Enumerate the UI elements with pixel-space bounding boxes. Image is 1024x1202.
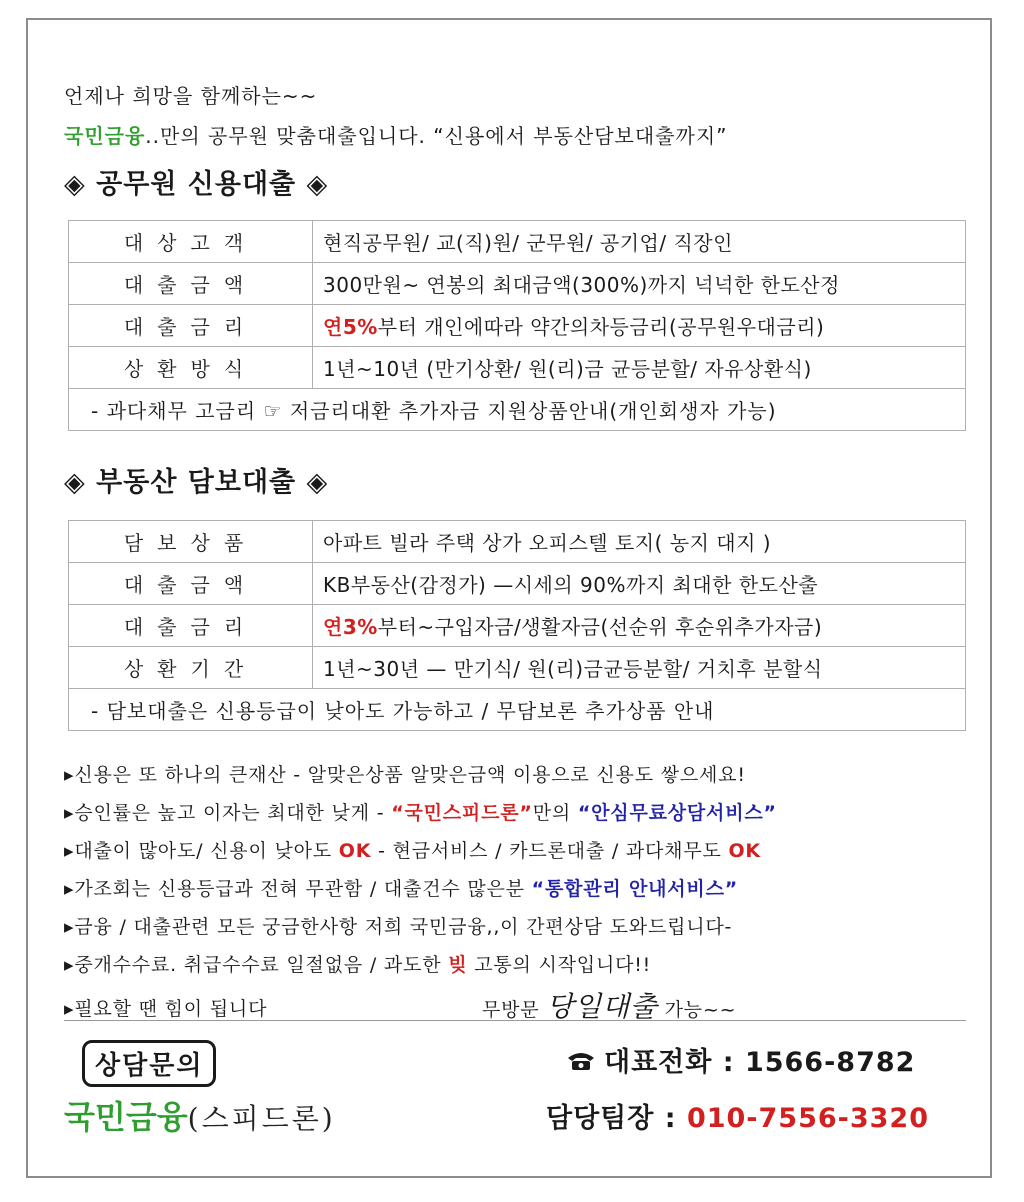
manager-phone-number[interactable]: 010-7556-3320: [686, 1103, 930, 1134]
row-label: 상환방식: [69, 347, 313, 389]
row-label: 상환기간: [69, 647, 313, 689]
table-row: [69, 305, 966, 347]
credit-loan-title: ◈ 공무원 신용대출 ◈: [64, 169, 329, 200]
table-row: [69, 389, 966, 431]
bullet-line: ▸신용은 또 하나의 큰재산 - 알맞은상품 알맞은금액 이용으로 신용도 쌓으세요!: [64, 764, 746, 786]
same-day-loan-line: 무방문 당일대출 가능~~: [482, 990, 737, 1023]
table-row: [69, 221, 966, 263]
row-value: 300만원~ 연봉의 최대금액(300%)까지 넉넉한 한도산정: [313, 263, 966, 305]
rate-highlight: 연3%: [323, 615, 378, 639]
intro-tagline: 언제나 희망을 함께하는~~: [64, 84, 318, 108]
bullet-line: ▸가조회는 신용등급과 전혀 무관함 / 대출건수 많은분 “통합관리 안내서비스”: [64, 878, 739, 900]
table-row: [69, 689, 966, 731]
row-label: 대출금리: [69, 605, 313, 647]
row-value: 연5%부터 개인에따라 약간의차등금리(공무원우대금리): [313, 305, 966, 347]
row-label: 대출금액: [69, 263, 313, 305]
row-label: 담보상품: [69, 521, 313, 563]
table-row: [69, 263, 966, 305]
mortgage-loan-title: ◈ 부동산 담보대출 ◈: [64, 467, 329, 498]
same-day-loan-text: 당일대출: [546, 990, 658, 1023]
row-label: 대출금리: [69, 305, 313, 347]
rate-highlight: 연5%: [323, 315, 378, 339]
footer-brand: 국민금융(스피드론): [64, 1098, 336, 1136]
bullet-line: ▸승인률은 높고 이자는 최대한 낮게 - “국민스피드론”만의 “안심무료상담서비스”: [64, 802, 777, 824]
mortgage-loan-note: - 담보대출은 신용등급이 낮아도 가능하고 / 무담보론 추가상품 안내: [69, 689, 966, 731]
row-value: 아파트 빌라 주택 상가 오피스텔 토지( 농지 대지 ): [313, 521, 966, 563]
main-phone-number[interactable]: 1566-8782: [744, 1047, 916, 1078]
brand-name: 국민금융: [64, 124, 146, 148]
credit-loan-note: - 과다채무 고금리 ☞ 저금리대환 추가자금 지원상품안내(개인회생자 가능): [69, 389, 966, 431]
credit-loan-table: [68, 220, 966, 431]
table-row: [69, 563, 966, 605]
bullet-line: ▸필요할 땐 힘이 됩니다: [64, 998, 268, 1020]
mortgage-loan-table: [68, 520, 966, 731]
row-label: 대상고객: [69, 221, 313, 263]
row-value: 현직공무원/ 교(직)원/ 군무원/ 공기업/ 직장인: [313, 221, 966, 263]
main-phone-line: 대표전화 : 1566-8782: [566, 1040, 915, 1079]
intro-headline: 국민금융..만의 공무원 맞춤대출입니다. “신용에서 부동산담보대출까지”: [64, 124, 728, 148]
table-row: [69, 647, 966, 689]
row-value: 1년~10년 (만기상환/ 원(리)금 균등분할/ 자유상환식): [313, 347, 966, 389]
consult-badge: 상담문의: [82, 1040, 216, 1087]
table-row: [69, 347, 966, 389]
row-value: 연3%부터~구입자금/생활자금(선순위 후순위추가자금): [313, 605, 966, 647]
manager-phone-line: 담당팀장 : 010-7556-3320: [546, 1103, 930, 1134]
phone-icon: [566, 1048, 596, 1079]
row-value: 1년~30년 — 만기식/ 원(리)금균등분할/ 거치후 분할식: [313, 647, 966, 689]
row-value: KB부동산(감정가) —시세의 90%까지 최대한 한도산출: [313, 563, 966, 605]
bullet-line: ▸금융 / 대출관련 모든 궁금한사항 저희 국민금융,,이 간편상담 도와드립니다-: [64, 916, 733, 938]
bullet-line: ▸대출이 많아도/ 신용이 낮아도 OK - 현금서비스 / 카드론대출 / 과다채무도 OK: [64, 840, 761, 862]
bullet-line: ▸중개수수료. 취급수수료 일절없음 / 과도한 빚 고통의 시작입니다!!: [64, 954, 652, 976]
table-row: [69, 605, 966, 647]
footer-divider: [64, 1020, 966, 1021]
row-label: 대출금액: [69, 563, 313, 605]
table-row: [69, 521, 966, 563]
